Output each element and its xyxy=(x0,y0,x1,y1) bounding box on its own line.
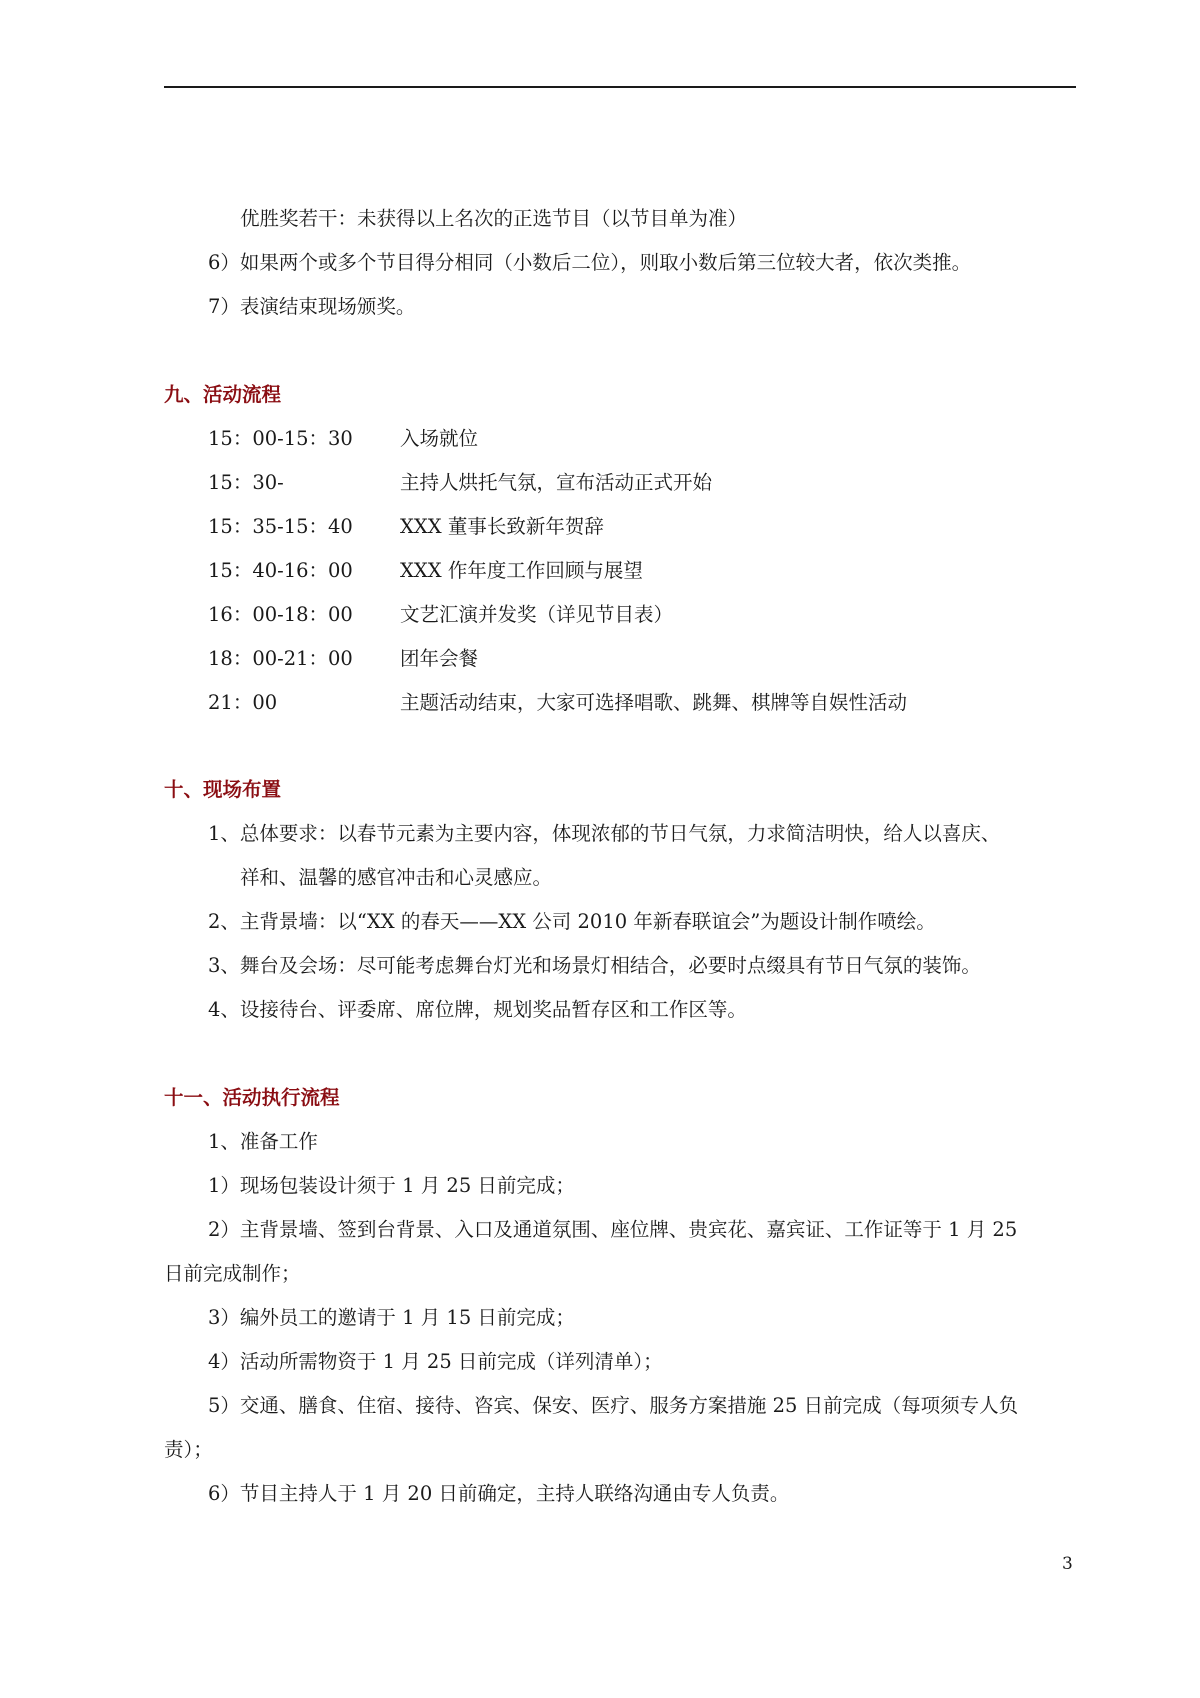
section-11-heading: 十一、活动执行流程 xyxy=(164,1086,340,1109)
schedule-time: 15：30- xyxy=(208,471,284,494)
layout-line-2: 祥和、温馨的感官冲击和心灵感应。 xyxy=(240,866,553,889)
exec-line-3: 2）主背景墙、签到台背景、入口及通道氛围、座位牌、贵宾花、嘉宾证、工作证等于 1 月 25 xyxy=(208,1218,1018,1241)
layout-line-5: 4、设接待台、评委席、席位牌，规划奖品暂存区和工作区等。 xyxy=(208,998,747,1021)
schedule-desc: XXX 作年度工作回顾与展望 xyxy=(400,559,643,582)
exec-line-4: 日前完成制作； xyxy=(164,1262,301,1285)
schedule-time: 15：00-15：30 xyxy=(208,427,353,450)
layout-line-4: 3、舞台及会场：尽可能考虑舞台灯光和场景灯相结合，必要时点缀具有节日气氛的装饰。 xyxy=(208,954,981,977)
schedule-desc: 主题活动结束，大家可选择唱歌、跳舞、棋牌等自娱性活动 xyxy=(400,691,908,714)
schedule-desc: XXX 董事长致新年贺辞 xyxy=(400,515,604,538)
exec-line-7: 5）交通、膳食、住宿、接待、咨宾、保安、医疗、服务方案措施 25 日前完成（每项须专人负 xyxy=(208,1394,1019,1417)
exec-line-5: 3）编外员工的邀请于 1 月 15 日前完成； xyxy=(208,1306,575,1329)
layout-line-3: 2、主背景墙：以“XX 的春天——XX 公司 2010 年新春联谊会”为题设计制作喷绘。 xyxy=(208,910,936,933)
schedule-time: 18：00-21：00 xyxy=(208,647,353,670)
section-10-heading: 十、现场布置 xyxy=(164,778,282,801)
schedule-time: 16：00-18：00 xyxy=(208,603,353,626)
section-9-heading: 九、活动流程 xyxy=(164,383,282,406)
schedule-time: 15：40-16：00 xyxy=(208,559,353,582)
exec-line-6: 4）活动所需物资于 1 月 25 日前完成（详列清单）； xyxy=(208,1350,663,1373)
exec-line-8: 责）； xyxy=(164,1438,213,1461)
exec-line-2: 1）现场包装设计须于 1 月 25 日前完成； xyxy=(208,1174,575,1197)
schedule-desc: 文艺汇演并发奖（详见节目表） xyxy=(400,603,674,626)
exec-line-1: 1、准备工作 xyxy=(208,1130,318,1153)
schedule-time: 15：35-15：40 xyxy=(208,515,353,538)
header-rule xyxy=(164,86,1076,88)
page-number: 3 xyxy=(1062,1554,1073,1574)
schedule-desc: 主持人烘托气氛，宣布活动正式开始 xyxy=(400,471,713,494)
award-line-3: 7）表演结束现场颁奖。 xyxy=(208,295,416,318)
schedule-time: 21：00 xyxy=(208,691,278,714)
schedule-desc: 入场就位 xyxy=(400,427,479,450)
layout-line-1: 1、总体要求：以春节元素为主要内容，体现浓郁的节日气氛，力求简洁明快，给人以喜庆、 xyxy=(208,822,1001,845)
exec-line-9: 6）节目主持人于 1 月 20 日前确定，主持人联络沟通由专人负责。 xyxy=(208,1482,790,1505)
schedule-desc: 团年会餐 xyxy=(400,647,479,670)
award-line-2: 6）如果两个或多个节目得分相同（小数后二位），则取小数后第三位较大者，依次类推。 xyxy=(208,251,972,274)
award-line-1: 优胜奖若干：未获得以上名次的正选节目（以节目单为准） xyxy=(240,207,748,230)
